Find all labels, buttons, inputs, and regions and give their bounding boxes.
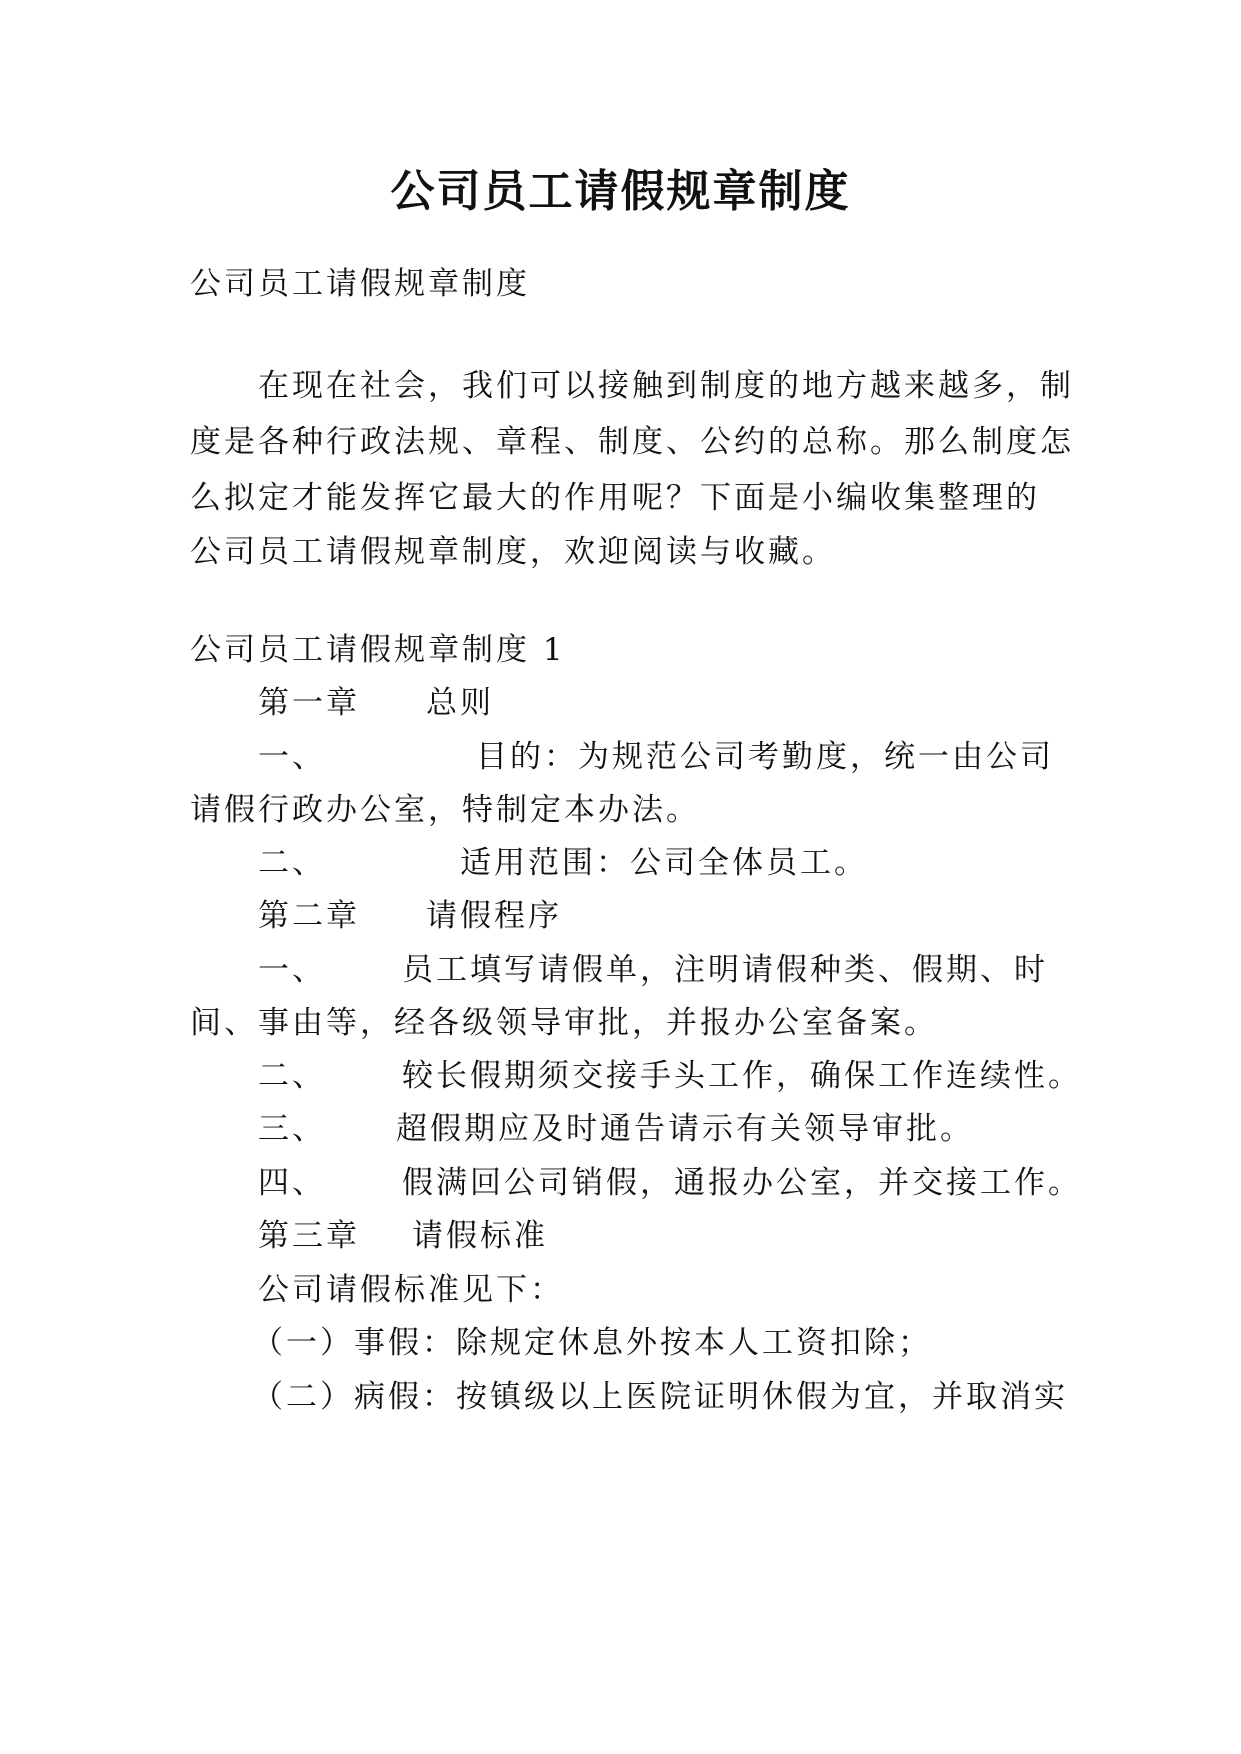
chapter-1-title: 总则 xyxy=(426,685,494,721)
ch1-item-1 xyxy=(258,737,1054,777)
ch2-item-3-num: 三、 xyxy=(258,1111,326,1147)
chapter-2-heading xyxy=(258,896,562,936)
ch2-item-2-num: 二、 xyxy=(258,1058,326,1094)
leave-item-1: （一）事假：除规定休息外按本人工资扣除； xyxy=(252,1325,932,1361)
ch2-item-1-num: 一、 xyxy=(258,952,326,988)
document-subtitle: 公司员工请假规章制度 xyxy=(190,266,530,302)
standard-intro: 公司请假标准见下： xyxy=(258,1272,564,1308)
chapter-1-heading xyxy=(258,683,494,723)
ch1-item-2-text: 适用范围：公司全体员工。 xyxy=(460,845,868,881)
ch2-item-1-text: 员工填写请假单，注明请假种类、假期、时 xyxy=(402,952,1048,988)
ch2-item-2-text: 较长假期须交接手头工作，确保工作连续性。 xyxy=(402,1058,1082,1094)
ch2-item-1-cont: 间、事由等，经各级领导审批，并报办公室备案。 xyxy=(190,1005,938,1041)
chapter-2-label: 第二章 xyxy=(258,898,360,934)
document-title: 公司员工请假规章制度 xyxy=(390,166,851,217)
ch2-item-1 xyxy=(258,950,1048,990)
ch1-item-1-cont: 请假行政办公室，特制定本办法。 xyxy=(190,792,700,828)
ch1-item-1-text: 目的：为规范公司考勤度，统一由公司 xyxy=(476,739,1054,775)
ch2-item-4-text: 假满回公司销假，通报办公室，并交接工作。 xyxy=(402,1165,1082,1201)
intro-line-1: 在现在社会，我们可以接触到制度的地方越来越多，制 xyxy=(258,368,1074,404)
chapter-3-heading xyxy=(258,1216,548,1256)
ch1-item-2-num: 二、 xyxy=(258,845,326,881)
chapter-3-label: 第三章 xyxy=(258,1218,360,1254)
ch1-item-1-num: 一、 xyxy=(258,739,326,775)
ch2-item-4 xyxy=(258,1163,1082,1203)
ch2-item-4-num: 四、 xyxy=(258,1165,326,1201)
ch2-item-2 xyxy=(258,1056,1082,1096)
intro-line-3: 么拟定才能发挥它最大的作用呢？下面是小编收集整理的 xyxy=(190,480,1040,516)
chapter-1-label: 第一章 xyxy=(258,685,360,721)
ch1-item-2 xyxy=(258,843,868,883)
ch2-item-3-text: 超假期应及时通告请示有关领导审批。 xyxy=(396,1111,974,1147)
intro-line-4: 公司员工请假规章制度，欢迎阅读与收藏。 xyxy=(190,534,836,570)
section-heading: 公司员工请假规章制度 1 xyxy=(190,632,566,668)
ch2-item-3 xyxy=(258,1109,974,1149)
chapter-2-title: 请假程序 xyxy=(426,898,562,934)
intro-line-2: 度是各种行政法规、章程、制度、公约的总称。那么制度怎 xyxy=(190,424,1074,460)
leave-item-2: （二）病假：按镇级以上医院证明休假为宜，并取消实 xyxy=(252,1379,1068,1415)
chapter-3-title: 请假标准 xyxy=(412,1218,548,1254)
